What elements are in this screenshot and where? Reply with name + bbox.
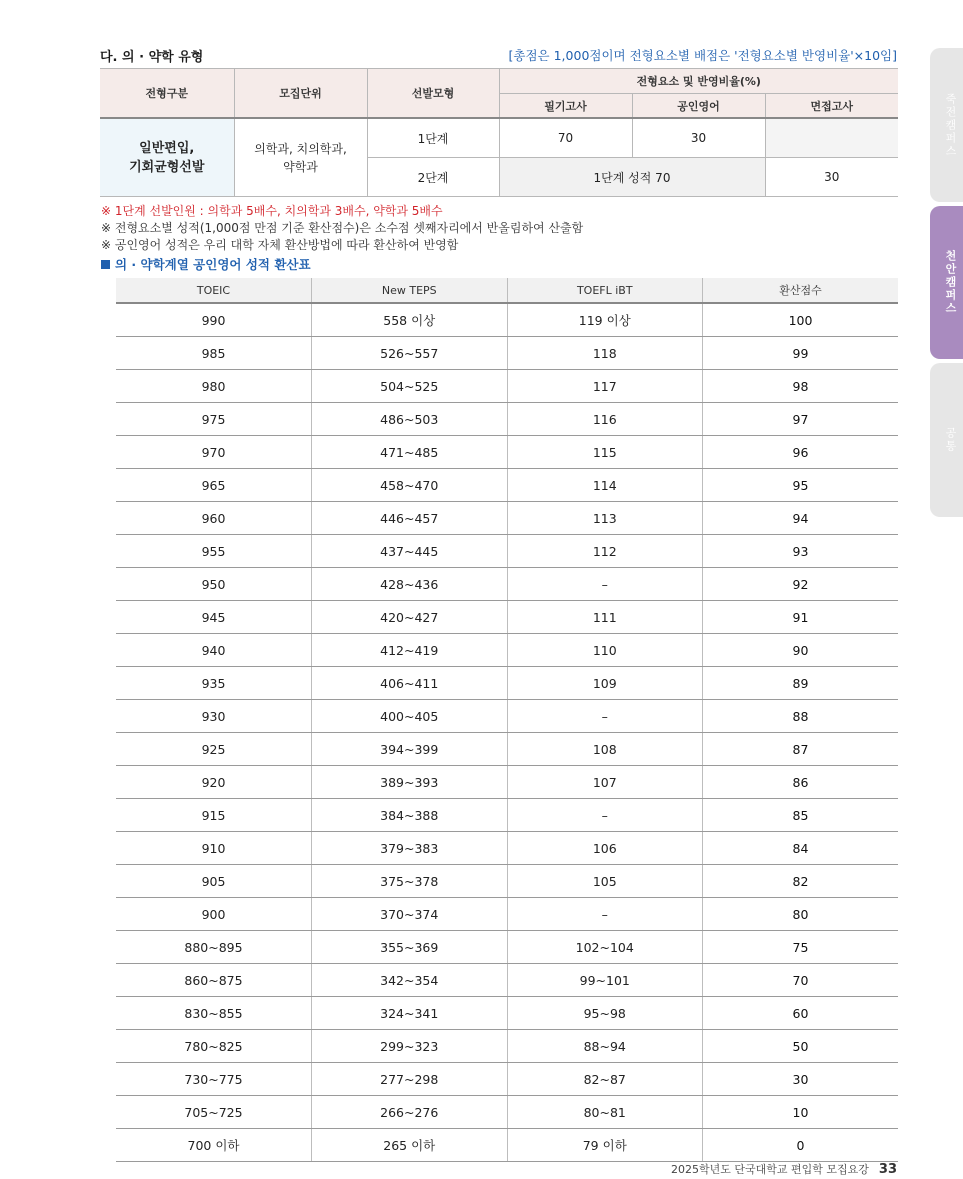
table-cell: 920 — [116, 766, 312, 799]
table-row — [116, 667, 898, 700]
table-row — [116, 469, 898, 502]
table-cell: 109 — [507, 667, 703, 700]
table-cell: 92 — [703, 568, 899, 601]
table-cell: 406~411 — [312, 667, 508, 700]
table-cell: 116 — [507, 403, 703, 436]
table-row — [116, 601, 898, 634]
stage1-label: 1단계 — [367, 118, 499, 158]
table-cell: 975 — [116, 403, 312, 436]
table-row — [116, 997, 898, 1030]
stage2-interview: 30 — [765, 158, 898, 197]
table-cell: 940 — [116, 634, 312, 667]
table-cell: 106 — [507, 832, 703, 865]
square-bullet-icon — [101, 260, 110, 269]
table-cell: 82~87 — [507, 1063, 703, 1096]
table-cell: 558 이상 — [312, 303, 508, 337]
stage1-interview — [765, 118, 898, 158]
table-cell: 277~298 — [312, 1063, 508, 1096]
conversion-table — [116, 278, 898, 1162]
header-category: 전형구분 — [100, 69, 234, 119]
table-cell: 105 — [507, 865, 703, 898]
table-cell: 98 — [703, 370, 899, 403]
table-cell: 355~369 — [312, 931, 508, 964]
tab-cheonan-label: 천안캠퍼스 — [944, 250, 957, 315]
table-cell: 375~378 — [312, 865, 508, 898]
section-heading: 다. 의 · 약학 유형 — [100, 50, 204, 65]
table-cell: 990 — [116, 303, 312, 337]
table-cell: 384~388 — [312, 799, 508, 832]
table-cell: 504~525 — [312, 370, 508, 403]
table-cell: 84 — [703, 832, 899, 865]
table-cell: 910 — [116, 832, 312, 865]
header-unit: 모집단위 — [234, 69, 367, 119]
table-cell: 900 — [116, 898, 312, 931]
table-cell: 930 — [116, 700, 312, 733]
table-cell: 880~895 — [116, 931, 312, 964]
table-row — [116, 535, 898, 568]
table-cell: 266~276 — [312, 1096, 508, 1129]
table-cell: 70 — [703, 964, 899, 997]
tab-common[interactable] — [930, 363, 963, 517]
table-cell: 100 — [703, 303, 899, 337]
table-row — [116, 832, 898, 865]
stage1-english: 30 — [632, 118, 765, 158]
table-cell: 30 — [703, 1063, 899, 1096]
table-cell: 94 — [703, 502, 899, 535]
table-row — [116, 436, 898, 469]
conv-header-0: TOEIC — [116, 278, 312, 303]
table-cell: 95 — [703, 469, 899, 502]
table-cell: 80 — [703, 898, 899, 931]
table-cell: 955 — [116, 535, 312, 568]
category-line1: 일반편입, — [139, 140, 195, 156]
table-cell: 526~557 — [312, 337, 508, 370]
table-cell: 93 — [703, 535, 899, 568]
table-cell: 85 — [703, 799, 899, 832]
table-cell: 700 이하 — [116, 1129, 312, 1162]
note-3: ※ 공인영어 성적은 우리 대학 자체 환산방법에 따라 환산하여 반영함 — [101, 238, 459, 252]
stage2-merged: 1단계 성적 70 — [499, 158, 765, 197]
table-cell: 437~445 — [312, 535, 508, 568]
table-row — [116, 403, 898, 436]
table-cell: 965 — [116, 469, 312, 502]
stage1-written: 70 — [499, 118, 632, 158]
table-cell: 471~485 — [312, 436, 508, 469]
table-cell: 117 — [507, 370, 703, 403]
table-cell: 60 — [703, 997, 899, 1030]
table-cell: 111 — [507, 601, 703, 634]
table-row — [116, 502, 898, 535]
header-english: 공인영어 — [632, 94, 765, 119]
table-cell: 95~98 — [507, 997, 703, 1030]
table-cell: 960 — [116, 502, 312, 535]
table-cell: 112 — [507, 535, 703, 568]
table-cell: 10 — [703, 1096, 899, 1129]
table-cell: 90 — [703, 634, 899, 667]
table-cell: – — [507, 799, 703, 832]
table-cell: 925 — [116, 733, 312, 766]
table-cell: 446~457 — [312, 502, 508, 535]
table-cell: 114 — [507, 469, 703, 502]
table-cell: 980 — [116, 370, 312, 403]
category-cell — [100, 118, 234, 197]
table-cell: 107 — [507, 766, 703, 799]
table-cell: 89 — [703, 667, 899, 700]
table-cell: 379~383 — [312, 832, 508, 865]
table-cell: 915 — [116, 799, 312, 832]
table-cell: 96 — [703, 436, 899, 469]
table-row — [116, 303, 898, 337]
page-number: 33 — [878, 1162, 897, 1177]
category-line2: 기회균형선발 — [129, 159, 205, 175]
tab-cheonan-campus[interactable] — [930, 206, 963, 359]
table-cell: 458~470 — [312, 469, 508, 502]
note-1: ※ 1단계 선발인원 : 의학과 5배수, 치의학과 3배수, 약학과 5배수 — [101, 204, 443, 218]
table-row — [116, 700, 898, 733]
table-row — [116, 733, 898, 766]
table-cell: 985 — [116, 337, 312, 370]
table-cell: 780~825 — [116, 1030, 312, 1063]
table-row — [116, 865, 898, 898]
table-row — [116, 1096, 898, 1129]
table-cell: 950 — [116, 568, 312, 601]
table-cell: 265 이하 — [312, 1129, 508, 1162]
table-cell: 705~725 — [116, 1096, 312, 1129]
table-cell: 486~503 — [312, 403, 508, 436]
unit-line1: 의학과, 치의학과, — [254, 141, 347, 156]
table-row — [116, 1063, 898, 1096]
table-cell: 935 — [116, 667, 312, 700]
table-cell: 87 — [703, 733, 899, 766]
table-row — [116, 898, 898, 931]
header-interview: 면접고사 — [765, 94, 898, 119]
table-cell: 102~104 — [507, 931, 703, 964]
table-row — [116, 337, 898, 370]
note-2: ※ 전형요소별 성적(1,000점 만점 기준 환산점수)은 소수점 셋째자리에서 반올림하여 산출함 — [101, 221, 584, 235]
conversion-title — [101, 255, 311, 273]
table-cell: – — [507, 568, 703, 601]
table-cell: 730~775 — [116, 1063, 312, 1096]
table-cell: 110 — [507, 634, 703, 667]
table-cell: 88 — [703, 700, 899, 733]
conv-header-3: 환산점수 — [703, 278, 899, 303]
tab-common-label: 공통 — [944, 427, 957, 453]
table-cell: 75 — [703, 931, 899, 964]
notes — [101, 203, 583, 254]
conv-header-2: TOEFL iBT — [507, 278, 703, 303]
table-cell: 88~94 — [507, 1030, 703, 1063]
table-cell: 99 — [703, 337, 899, 370]
table-row — [116, 766, 898, 799]
header-written: 필기고사 — [499, 94, 632, 119]
table-row — [116, 1030, 898, 1063]
table-cell: 97 — [703, 403, 899, 436]
conversion-title-text: 의 · 약학계열 공인영어 성적 환산표 — [115, 257, 311, 272]
table-cell: 370~374 — [312, 898, 508, 931]
table-row — [116, 1129, 898, 1162]
table-cell: 119 이상 — [507, 303, 703, 337]
table-cell: 389~393 — [312, 766, 508, 799]
table-cell: 394~399 — [312, 733, 508, 766]
table-row — [116, 799, 898, 832]
table-cell: 324~341 — [312, 997, 508, 1030]
table-cell: 905 — [116, 865, 312, 898]
table-cell: 400~405 — [312, 700, 508, 733]
unit-cell — [234, 118, 367, 197]
table-cell: 91 — [703, 601, 899, 634]
table-cell: 860~875 — [116, 964, 312, 997]
table-cell: 299~323 — [312, 1030, 508, 1063]
table-row — [116, 568, 898, 601]
table-cell: 420~427 — [312, 601, 508, 634]
footer-text: 2025학년도 단국대학교 편입학 모집요강 — [671, 1163, 869, 1176]
table-row — [116, 370, 898, 403]
score-note: [총점은 1,000점이며 전형요소별 배점은 '전형요소별 반영비율'×10임] — [508, 48, 897, 63]
table-cell: 50 — [703, 1030, 899, 1063]
footer — [671, 1161, 897, 1177]
table-cell: 82 — [703, 865, 899, 898]
table-cell: 428~436 — [312, 568, 508, 601]
conv-header-1: New TEPS — [312, 278, 508, 303]
table-cell: 108 — [507, 733, 703, 766]
table-row — [116, 634, 898, 667]
table-cell: 0 — [703, 1129, 899, 1162]
table-cell: 830~855 — [116, 997, 312, 1030]
table-cell: 115 — [507, 436, 703, 469]
selection-table — [100, 68, 898, 197]
table-row — [116, 964, 898, 997]
table-cell: 342~354 — [312, 964, 508, 997]
stage2-label: 2단계 — [367, 158, 499, 197]
table-cell: 118 — [507, 337, 703, 370]
header-elements: 전형요소 및 반영비율(%) — [499, 69, 898, 94]
table-cell: 99~101 — [507, 964, 703, 997]
table-cell: 945 — [116, 601, 312, 634]
table-cell: 412~419 — [312, 634, 508, 667]
table-cell: 113 — [507, 502, 703, 535]
table-cell: 80~81 — [507, 1096, 703, 1129]
table-cell: 86 — [703, 766, 899, 799]
header-model: 선발모형 — [367, 69, 499, 119]
table-cell: 970 — [116, 436, 312, 469]
table-row — [116, 931, 898, 964]
table-cell: 79 이하 — [507, 1129, 703, 1162]
unit-line2: 약학과 — [283, 159, 318, 174]
table-cell: – — [507, 898, 703, 931]
tab-jukjeon-label: 죽전캠퍼스 — [944, 92, 957, 158]
table-cell: – — [507, 700, 703, 733]
tab-jukjeon-campus[interactable] — [930, 48, 963, 202]
